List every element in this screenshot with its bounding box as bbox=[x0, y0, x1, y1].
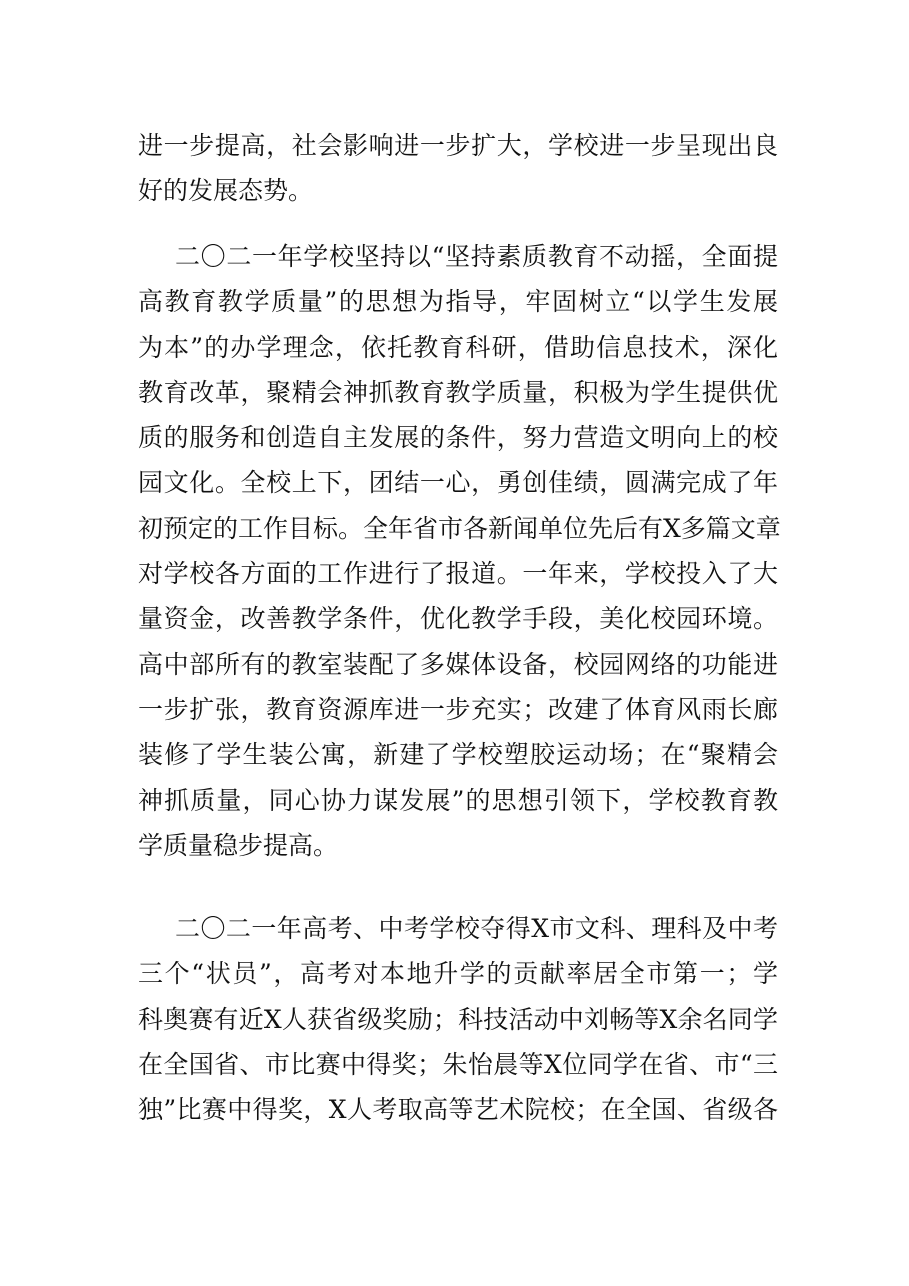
paragraph-line: 进一步提高，社会影响进一步扩大，学校进一步呈现出良 bbox=[138, 131, 778, 160]
paragraph-line: 对学校各方面的工作进行了报道。一年来，学校投入了大 bbox=[138, 559, 778, 589]
paragraph-line: 独”比赛中得奖，X人考取高等艺术院校；在全国、省级各 bbox=[138, 1095, 778, 1125]
paragraph-line: 一步扩张，教育资源库进一步充实；改建了体育风雨长廊 bbox=[138, 694, 778, 724]
paragraph-line: 三个“状员”，高考对本地升学的贡献率居全市第一；学 bbox=[138, 959, 778, 989]
paragraph-line: 科奥赛有近X人获省级奖励；科技活动中刘畅等X余名同学 bbox=[138, 1004, 778, 1034]
paragraph-line: 二〇二一年学校坚持以“坚持素质教育不动摇，全面提 bbox=[175, 242, 778, 271]
paragraph-line: 高教育教学质量”的思想为指导，牢固树立“以学生发展 bbox=[138, 287, 778, 317]
paragraph-line: 高中部所有的教室装配了多媒体设备，校园网络的功能进 bbox=[138, 649, 778, 679]
paragraph-line: 初预定的工作目标。全年省市各新闻单位先后有X多篇文章 bbox=[138, 513, 781, 543]
paragraph-line: 为本”的办学理念，依托教育科研，借助信息技术，深化 bbox=[138, 332, 778, 362]
paragraph-line: 园文化。全校上下，团结一心，勇创佳绩，圆满完成了年 bbox=[138, 468, 778, 498]
paragraph-line: 好的发展态势。 bbox=[138, 176, 314, 206]
paragraph-3 bbox=[138, 906, 778, 1132]
paragraph-1 bbox=[138, 123, 778, 214]
paragraph-line: 教育改革，聚精会神抓教育教学质量，积极为学生提供优 bbox=[138, 377, 778, 407]
paragraph-line: 学质量稳步提高。 bbox=[138, 830, 339, 860]
paragraph-line: 在全国省、市比赛中得奖；朱怡晨等X位同学在省、市“三 bbox=[138, 1049, 778, 1079]
paragraph-line: 量资金，改善教学条件，优化教学手段，美化校园环境。 bbox=[138, 604, 778, 634]
paragraph-line: 神抓质量，同心协力谋发展”的思想引领下，学校教育教 bbox=[138, 785, 778, 815]
paragraph-line: 二〇二一年高考、中考学校夺得X市文科、理科及中考 bbox=[175, 914, 778, 943]
paragraph-2 bbox=[138, 234, 781, 868]
paragraph-line: 质的服务和创造自主发展的条件，努力营造文明向上的校 bbox=[138, 423, 778, 453]
paragraph-line: 装修了学生装公寓，新建了学校塑胶运动场；在“聚精会 bbox=[138, 740, 778, 770]
